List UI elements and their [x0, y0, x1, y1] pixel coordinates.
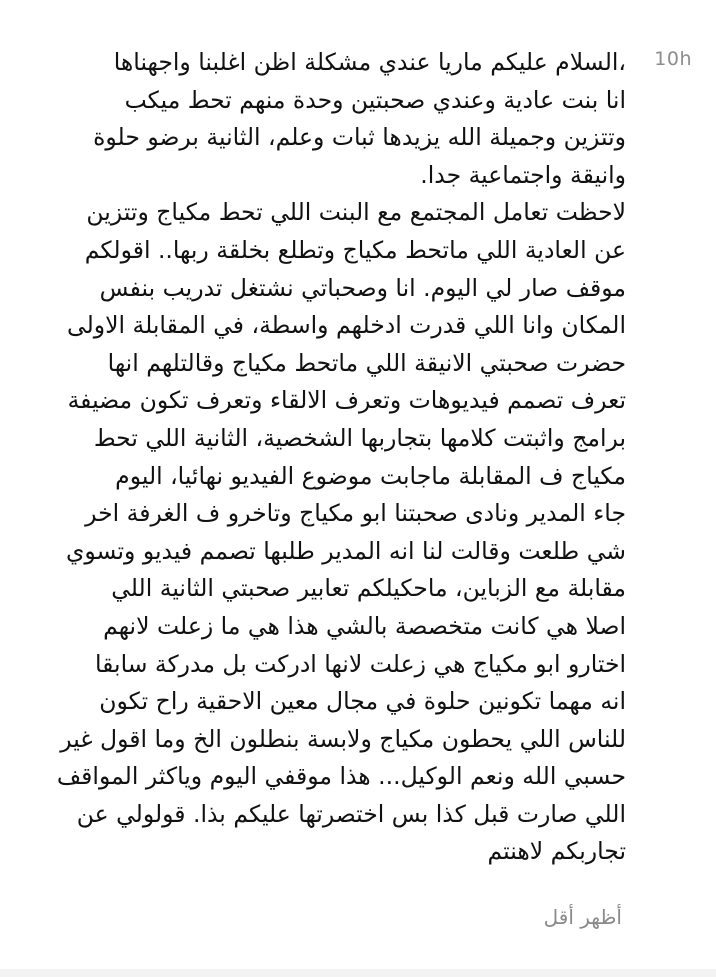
post-body-line: عن العادية اللي ماتحط مكياج وتطلع بخلقة ربها.. اقولكم: [84, 235, 626, 264]
post-body-line: اللي صارت قبل كذا بس اختصرتها عليكم بذا. قولولي عن: [76, 799, 626, 828]
show-less-button[interactable]: أظهر أقل: [543, 905, 622, 929]
post-body-line: شي طلعت وقالت لنا انه المدير طلبها تصمم فيديو وتسوي: [65, 536, 626, 565]
post-body-line: وتتزين وجميلة الله يزيدها ثبات وعلم، الثانية برضو حلوة: [93, 123, 626, 152]
post-body-line: تجاربكم لاهنتم: [487, 837, 626, 866]
post-timestamp: 10h: [654, 48, 692, 70]
post-body-line: ،السلام عليكم ماريا عندي مشكلة اظن اغلبنا واجهناها: [113, 48, 626, 76]
post-body-line: برامج واثبتت كلامها بتجاربها الشخصية، الثانية اللي تحط: [93, 423, 626, 452]
post-body-line: المكان وانا اللي قدرت ادخلهم واسطة، في المقابلة الاولى: [67, 311, 626, 340]
post-body-line: وانيقة واجتماعية جدا.: [420, 160, 626, 189]
post-body-line: للناس اللي يحطون مكياج ولابسة بنطلون الخ وما اقول غير: [60, 724, 626, 753]
post-body-line: انا بنت عادية وعندي صحبتين وحدة منهم تحط ميكب: [124, 85, 626, 114]
post-body: [26, 44, 626, 871]
post-body-line: حضرت صحبتي الانيقة اللي ماتحط مكياج وقالتلهم انها: [107, 348, 626, 377]
post-body-line: موقف صار لي اليوم. انا وصحباتي نشتغل تدريب بنفس: [99, 273, 626, 302]
post-body-line: اصلا هي كانت متخصصة بالشي هذا هي ما زعلت لانهم: [103, 611, 626, 640]
post-body-line: مقابلة مع الزباين، ماحكيلكم تعابير صحبتي الثانية اللي: [111, 574, 626, 603]
post-body-line: تعرف تصمم فيديوهات وتعرف الالقاء وتعرف تكون مضيفة: [67, 386, 626, 415]
post-body-line: حسبي الله ونعم الوكيل... هذا موقفي اليوم وياكثر المواقف: [56, 762, 626, 791]
post-body-line: لاحظت تعامل المجتمع مع البنت اللي تحط مكياج وتتزين: [86, 198, 626, 227]
post-body-line: اختارو ابو مكياج هي زعلت لانها ادركت بل مدركة سابقا: [94, 649, 626, 678]
post-body-line: مكياج ف المقابلة ماجابت موضوع الفيديو نهائيا، اليوم: [115, 461, 626, 490]
post-body-line: جاء المدير ونادى صحبتنا ابو مكياج وتاخرو ف الغرفة اخر: [85, 499, 626, 528]
post-body-line: انه مهما تكونين حلوة في مجال معين الاحقية راح تكون: [99, 687, 626, 716]
bottom-divider: [0, 969, 716, 977]
